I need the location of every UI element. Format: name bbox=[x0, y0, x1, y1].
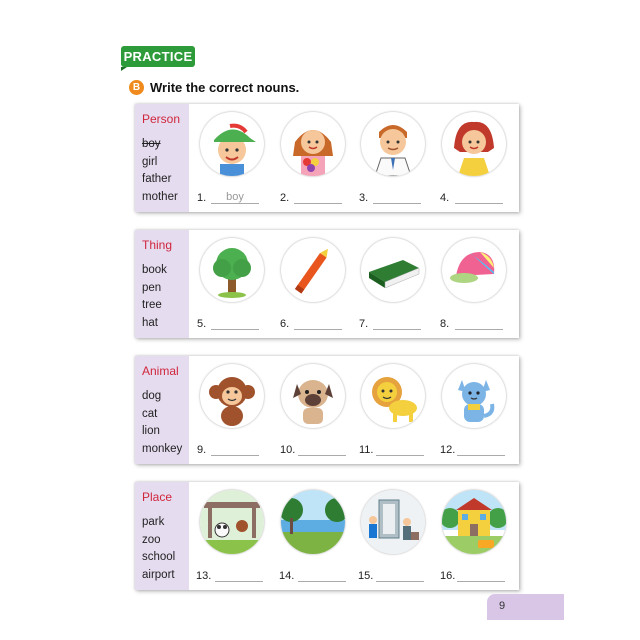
answer-field[interactable] bbox=[373, 318, 421, 330]
answer-field[interactable] bbox=[294, 192, 342, 204]
school-icon bbox=[442, 490, 506, 554]
item-number: 13. bbox=[196, 570, 212, 582]
answer-field[interactable] bbox=[455, 318, 503, 330]
word-bank bbox=[135, 482, 189, 590]
word-bank-item: boy bbox=[142, 138, 161, 150]
word-bank-item: dog bbox=[142, 390, 162, 402]
word-bank-item: mother bbox=[142, 190, 178, 203]
word-bank-item: lion bbox=[142, 425, 160, 437]
instruction-badge: B bbox=[129, 80, 144, 95]
item-number: 14. bbox=[279, 570, 295, 582]
word-bank-item: park bbox=[142, 516, 165, 528]
section-place bbox=[135, 482, 519, 590]
answer-field[interactable]: boy bbox=[211, 192, 259, 204]
hat-icon bbox=[442, 238, 506, 302]
boy-in-cap-icon bbox=[200, 112, 264, 176]
section-title: Thing bbox=[142, 238, 173, 252]
park-icon bbox=[281, 490, 345, 554]
word-list bbox=[142, 514, 175, 584]
item-number: 4. bbox=[440, 192, 450, 204]
item-number: 5. bbox=[197, 318, 207, 330]
section-animal bbox=[135, 356, 519, 464]
item-number: 12. bbox=[440, 444, 456, 456]
item-number: 1. bbox=[197, 192, 207, 204]
section-title: Person bbox=[142, 112, 181, 126]
answer-field[interactable] bbox=[457, 444, 505, 456]
item-number: 2. bbox=[280, 192, 290, 204]
item-number: 16. bbox=[440, 570, 456, 582]
dog-icon bbox=[281, 364, 345, 428]
item-number: 7. bbox=[359, 318, 369, 330]
answer-field[interactable] bbox=[376, 444, 424, 456]
item-number: 15. bbox=[358, 570, 374, 582]
answer-field[interactable] bbox=[215, 570, 263, 582]
answer-field[interactable] bbox=[211, 318, 259, 330]
word-bank-item: school bbox=[142, 551, 176, 563]
answer-field[interactable] bbox=[298, 444, 346, 456]
airport-icon bbox=[361, 490, 425, 554]
word-bank bbox=[135, 104, 189, 212]
monkey-icon bbox=[200, 364, 264, 428]
word-bank bbox=[135, 230, 189, 338]
practice-label: PRACTICE bbox=[121, 46, 195, 67]
item-number: 10. bbox=[280, 444, 296, 456]
lion-icon bbox=[361, 364, 425, 428]
word-bank bbox=[135, 356, 189, 464]
answer-field[interactable] bbox=[294, 318, 342, 330]
word-bank-item: book bbox=[142, 264, 167, 276]
instruction bbox=[129, 78, 299, 96]
instruction-text: Write the correct nouns. bbox=[150, 79, 300, 95]
word-bank-item: father bbox=[142, 173, 172, 185]
word-list bbox=[142, 388, 182, 458]
section-thing bbox=[135, 230, 519, 338]
word-list bbox=[142, 136, 178, 206]
answer-field[interactable] bbox=[373, 192, 421, 204]
word-bank-item: tree bbox=[142, 299, 162, 311]
word-bank-item: hat bbox=[142, 316, 158, 329]
word-bank-item: pen bbox=[142, 281, 162, 294]
answer-field[interactable] bbox=[457, 570, 505, 582]
word-bank-item: girl bbox=[142, 155, 158, 168]
cat-icon bbox=[442, 364, 506, 428]
item-number: 3. bbox=[359, 192, 369, 204]
girl-with-flowers-icon bbox=[281, 112, 345, 176]
page-number: 9 bbox=[499, 600, 506, 612]
tree-icon bbox=[200, 238, 264, 302]
word-bank-item: airport bbox=[142, 568, 175, 581]
page-number-tab bbox=[487, 594, 564, 620]
book-icon bbox=[361, 238, 425, 302]
answer-field[interactable] bbox=[211, 444, 259, 456]
pen-icon bbox=[281, 238, 345, 302]
word-list bbox=[142, 262, 167, 332]
item-number: 8. bbox=[440, 318, 450, 330]
answer-field[interactable] bbox=[376, 570, 424, 582]
word-bank-item: monkey bbox=[142, 442, 183, 455]
item-number: 11. bbox=[359, 444, 374, 456]
father-icon bbox=[361, 112, 425, 176]
item-number: 9. bbox=[197, 444, 207, 456]
word-bank-item: cat bbox=[142, 407, 158, 420]
zoo-icon bbox=[200, 490, 264, 554]
section-title: Animal bbox=[142, 364, 179, 378]
word-bank-item: zoo bbox=[142, 533, 161, 546]
section-person bbox=[135, 104, 519, 212]
answer-field[interactable] bbox=[298, 570, 346, 582]
answer-field[interactable] bbox=[455, 192, 503, 204]
item-number: 6. bbox=[280, 318, 290, 330]
section-title: Place bbox=[142, 490, 173, 504]
mother-icon bbox=[442, 112, 506, 176]
